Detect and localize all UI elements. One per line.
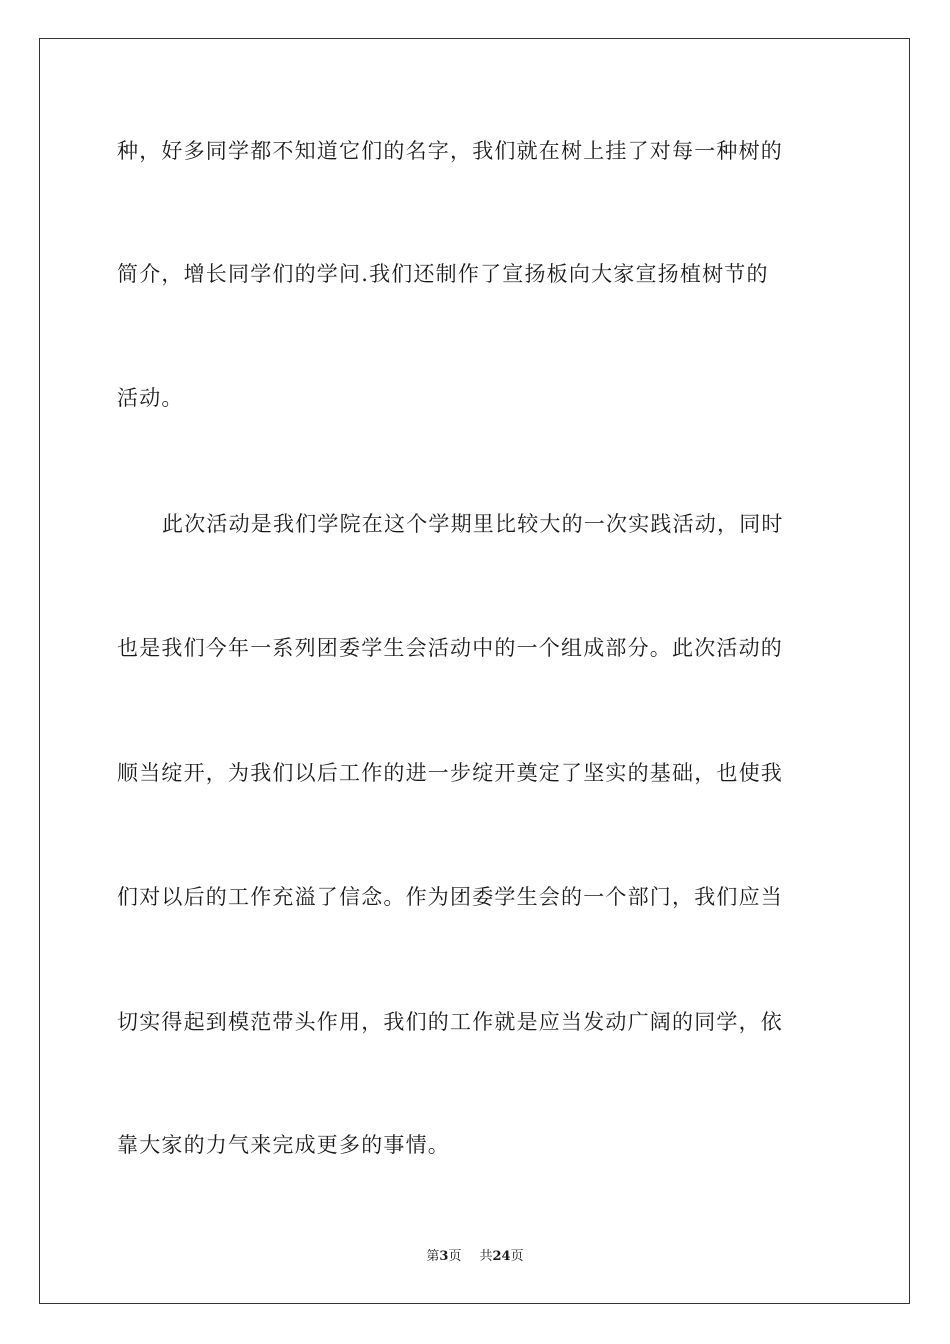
- body-text-line: 顺当绽开，为我们以后工作的进一步绽开奠定了坚实的基础，也使我: [117, 761, 783, 785]
- body-text-line: 简介，增长同学们的学问.我们还制作了宣扬板向大家宣扬植树节的: [117, 262, 769, 286]
- body-text-line: 也是我们今年一系列团委学生会活动中的一个组成部分。此次活动的: [117, 636, 783, 660]
- body-text-line: 活动。: [117, 386, 184, 410]
- body-text-line: 切实得起到模范带头作用，我们的工作就是应当发动广阔的同学，依: [117, 1010, 783, 1034]
- body-text-line: 靠大家的力气来完成更多的事情。: [117, 1133, 450, 1157]
- body-text-line: 种，好多同学都不知道它们的名字，我们就在树上挂了对每一种树的: [117, 139, 783, 163]
- page-footer: [0, 1248, 950, 1266]
- page-border: [39, 38, 910, 1304]
- total-pages-indicator: 共24页: [479, 1249, 524, 1264]
- paragraph-first-line: 此次活动是我们学院在这个学期里比较大的一次实践活动，同时: [162, 512, 784, 536]
- page-indicator: 第3页: [426, 1249, 462, 1264]
- body-text-line: 们对以后的工作充溢了信念。作为团委学生会的一个部门，我们应当: [117, 885, 783, 909]
